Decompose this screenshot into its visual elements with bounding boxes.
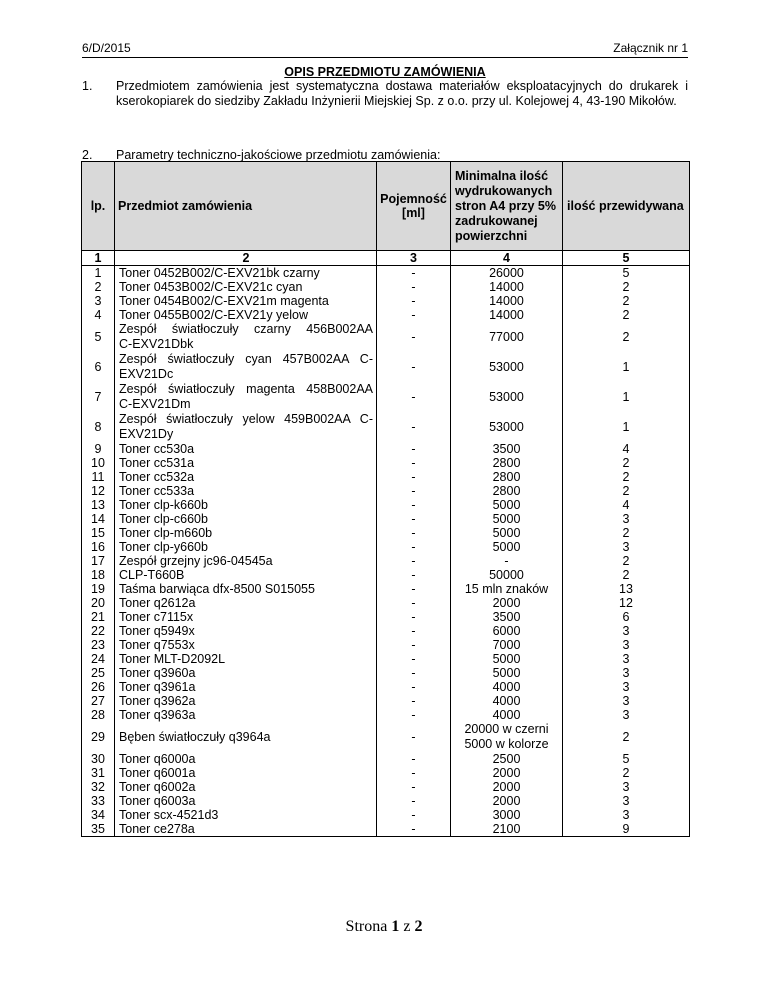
point-1-number: 1. — [82, 79, 93, 93]
row-pages: 2000 — [451, 794, 563, 808]
row-lp: 9 — [82, 442, 115, 456]
row-quantity: 3 — [563, 708, 690, 722]
row-capacity: - — [377, 322, 451, 352]
row-pages-line-2: 5000 w kolorze — [464, 737, 549, 751]
row-capacity: - — [377, 456, 451, 470]
row-pages: 5000 — [451, 540, 563, 554]
row-capacity: - — [377, 442, 451, 456]
row-pages: 53000 — [451, 352, 563, 382]
row-quantity: 3 — [563, 512, 690, 526]
table-row — [82, 694, 690, 708]
row-lp: 28 — [82, 708, 115, 722]
row-item-line-1: Zespół światłoczuły cyan 457B002AA C- — [119, 352, 373, 366]
row-quantity: 2 — [563, 766, 690, 780]
row-quantity: 5 — [563, 266, 690, 281]
row-capacity: - — [377, 666, 451, 680]
table-row — [82, 652, 690, 666]
row-quantity: 3 — [563, 638, 690, 652]
row-lp: 21 — [82, 610, 115, 624]
row-lp: 13 — [82, 498, 115, 512]
row-item: Toner q3960a — [115, 666, 377, 680]
row-lp: 30 — [82, 752, 115, 766]
row-quantity: 12 — [563, 596, 690, 610]
table-row — [82, 708, 690, 722]
row-capacity: - — [377, 596, 451, 610]
table-row — [82, 766, 690, 780]
row-item: CLP-T660B — [115, 568, 377, 582]
row-pages: 2000 — [451, 766, 563, 780]
footer-page-total: 2 — [414, 918, 423, 935]
table-row — [82, 554, 690, 568]
row-lp: 15 — [82, 526, 115, 540]
row-quantity: 4 — [563, 498, 690, 512]
row-pages: 14000 — [451, 308, 563, 322]
row-quantity: 3 — [563, 540, 690, 554]
row-quantity: 2 — [563, 294, 690, 308]
row-quantity: 2 — [563, 554, 690, 568]
page-footer — [0, 918, 768, 936]
row-pages: 2800 — [451, 484, 563, 498]
column-numbering-row — [82, 251, 690, 266]
column-number: 5 — [563, 251, 690, 266]
row-pages: - — [451, 554, 563, 568]
row-capacity: - — [377, 822, 451, 837]
row-item: Toner q5949x — [115, 624, 377, 638]
row-quantity: 2 — [563, 308, 690, 322]
row-lp: 35 — [82, 822, 115, 837]
header-pages: Minimalna ilość wydrukowanych stron A4 przy 5% zadrukowanej powierzchni — [451, 162, 563, 251]
row-item: Taśma barwiąca dfx-8500 S015055 — [115, 582, 377, 596]
table-row — [82, 596, 690, 610]
row-quantity: 3 — [563, 780, 690, 794]
column-number: 3 — [377, 251, 451, 266]
table-row — [82, 484, 690, 498]
row-pages: 4000 — [451, 708, 563, 722]
row-pages — [451, 722, 563, 752]
table-row — [82, 322, 690, 352]
row-item: Toner scx-4521d3 — [115, 808, 377, 822]
table-header-row — [82, 162, 690, 251]
table-row — [82, 294, 690, 308]
table-row — [82, 794, 690, 808]
row-quantity: 1 — [563, 382, 690, 412]
row-capacity: - — [377, 294, 451, 308]
row-capacity: - — [377, 540, 451, 554]
table-row — [82, 280, 690, 294]
row-lp: 24 — [82, 652, 115, 666]
table-row — [82, 456, 690, 470]
row-item: Bęben światłoczuły q3964a — [115, 722, 377, 752]
row-capacity: - — [377, 352, 451, 382]
row-quantity: 2 — [563, 526, 690, 540]
row-capacity: - — [377, 470, 451, 484]
row-pages: 2500 — [451, 752, 563, 766]
row-quantity: 1 — [563, 352, 690, 382]
row-pages: 4000 — [451, 694, 563, 708]
table-row — [82, 780, 690, 794]
row-capacity: - — [377, 624, 451, 638]
row-quantity: 3 — [563, 624, 690, 638]
header-item: Przedmiot zamówienia — [115, 162, 377, 251]
row-capacity: - — [377, 694, 451, 708]
row-quantity: 1 — [563, 412, 690, 442]
table-row — [82, 610, 690, 624]
row-item: Toner q6002a — [115, 780, 377, 794]
table-row — [82, 666, 690, 680]
row-lp: 10 — [82, 456, 115, 470]
row-lp: 4 — [82, 308, 115, 322]
table-row — [82, 442, 690, 456]
row-item: Toner cc531a — [115, 456, 377, 470]
row-capacity: - — [377, 794, 451, 808]
column-number: 1 — [82, 251, 115, 266]
row-lp: 34 — [82, 808, 115, 822]
row-capacity: - — [377, 308, 451, 322]
row-capacity: - — [377, 526, 451, 540]
row-quantity: 3 — [563, 680, 690, 694]
row-capacity: - — [377, 638, 451, 652]
row-capacity: - — [377, 582, 451, 596]
row-item-line-2: EXV21Dc — [119, 367, 174, 381]
row-capacity: - — [377, 498, 451, 512]
row-item: Toner 0453B002/C-EXV21c cyan — [115, 280, 377, 294]
row-capacity: - — [377, 512, 451, 526]
row-capacity: - — [377, 554, 451, 568]
row-quantity: 13 — [563, 582, 690, 596]
row-pages: 2800 — [451, 456, 563, 470]
row-item: Toner q3961a — [115, 680, 377, 694]
row-lp: 7 — [82, 382, 115, 412]
table-row — [82, 470, 690, 484]
header-capacity: Pojemność [ml] — [377, 162, 451, 251]
row-pages: 77000 — [451, 322, 563, 352]
row-lp: 17 — [82, 554, 115, 568]
row-pages: 15 mln znaków — [451, 582, 563, 596]
row-lp: 5 — [82, 322, 115, 352]
table-row — [82, 352, 690, 382]
row-pages: 5000 — [451, 652, 563, 666]
row-lp: 25 — [82, 666, 115, 680]
table-row — [82, 722, 690, 752]
row-pages: 2100 — [451, 822, 563, 837]
row-item-line-2: C-EXV21Dm — [119, 397, 191, 411]
row-item: Toner clp-c660b — [115, 512, 377, 526]
row-lp: 11 — [82, 470, 115, 484]
row-capacity: - — [377, 266, 451, 281]
row-lp: 23 — [82, 638, 115, 652]
table-row — [82, 382, 690, 412]
header-attachment: Załącznik nr 1 — [613, 41, 688, 55]
point-2-text: Parametry techniczno-jakościowe przedmiotu zamówienia: — [116, 148, 441, 162]
row-pages: 14000 — [451, 280, 563, 294]
row-capacity: - — [377, 752, 451, 766]
row-capacity: - — [377, 780, 451, 794]
row-item: Toner cc532a — [115, 470, 377, 484]
row-quantity: 3 — [563, 808, 690, 822]
row-pages: 50000 — [451, 568, 563, 582]
row-capacity: - — [377, 610, 451, 624]
row-pages: 2800 — [451, 470, 563, 484]
row-pages: 5000 — [451, 512, 563, 526]
row-item — [115, 322, 377, 352]
row-item: Toner q2612a — [115, 596, 377, 610]
table-row — [82, 568, 690, 582]
row-item: Toner 0454B002/C-EXV21m magenta — [115, 294, 377, 308]
row-item: Toner q6000a — [115, 752, 377, 766]
row-pages: 53000 — [451, 412, 563, 442]
row-lp: 27 — [82, 694, 115, 708]
row-quantity: 3 — [563, 694, 690, 708]
row-item: Toner clp-m660b — [115, 526, 377, 540]
row-item: Toner q3962a — [115, 694, 377, 708]
footer-mid: z — [399, 918, 415, 935]
row-item: Toner cc530a — [115, 442, 377, 456]
row-lp: 22 — [82, 624, 115, 638]
table-row — [82, 308, 690, 322]
row-item-line-1: Zespół światłoczuły magenta 458B002AA — [119, 382, 373, 396]
row-quantity: 2 — [563, 722, 690, 752]
row-pages-line-1: 20000 w czerni — [464, 722, 549, 736]
row-item: Toner 0455B002/C-EXV21y yelow — [115, 308, 377, 322]
header-quantity: ilość przewidywana — [563, 162, 690, 251]
table-row — [82, 498, 690, 512]
header-reference: 6/D/2015 — [82, 41, 131, 55]
row-pages: 6000 — [451, 624, 563, 638]
row-lp: 2 — [82, 280, 115, 294]
row-pages: 3500 — [451, 610, 563, 624]
row-quantity: 4 — [563, 442, 690, 456]
row-lp: 29 — [82, 722, 115, 752]
row-item-line-2: C-EXV21Dbk — [119, 337, 194, 351]
row-item: Toner clp-k660b — [115, 498, 377, 512]
row-item: Toner q7553x — [115, 638, 377, 652]
row-lp: 20 — [82, 596, 115, 610]
row-pages: 3500 — [451, 442, 563, 456]
row-lp: 14 — [82, 512, 115, 526]
row-item: Toner q6003a — [115, 794, 377, 808]
table-row — [82, 808, 690, 822]
row-capacity: - — [377, 484, 451, 498]
row-lp: 32 — [82, 780, 115, 794]
table-row — [82, 752, 690, 766]
row-quantity: 2 — [563, 280, 690, 294]
row-pages: 53000 — [451, 382, 563, 412]
row-item-line-1: Zespół światłoczuły czarny 456B002AA — [119, 322, 373, 336]
table-row — [82, 412, 690, 442]
row-capacity: - — [377, 722, 451, 752]
footer-prefix: Strona — [345, 918, 392, 935]
document-title: OPIS PRZEDMIOTU ZAMÓWIENIA — [284, 65, 486, 79]
header-lp: lp. — [82, 162, 115, 251]
table-row — [82, 822, 690, 837]
row-lp: 1 — [82, 266, 115, 281]
row-lp: 26 — [82, 680, 115, 694]
column-number: 2 — [115, 251, 377, 266]
row-item: Toner 0452B002/C-EXV21bk czarny — [115, 266, 377, 281]
row-item: Toner MLT-D2092L — [115, 652, 377, 666]
row-pages: 5000 — [451, 498, 563, 512]
table-row — [82, 266, 690, 281]
row-lp: 8 — [82, 412, 115, 442]
table-row — [82, 638, 690, 652]
row-quantity: 2 — [563, 470, 690, 484]
row-quantity: 3 — [563, 652, 690, 666]
row-quantity: 9 — [563, 822, 690, 837]
table-row — [82, 680, 690, 694]
row-quantity: 3 — [563, 794, 690, 808]
table-row — [82, 512, 690, 526]
table-row — [82, 526, 690, 540]
row-pages: 14000 — [451, 294, 563, 308]
row-quantity: 5 — [563, 752, 690, 766]
row-lp: 6 — [82, 352, 115, 382]
header-divider — [82, 57, 688, 58]
row-quantity: 2 — [563, 456, 690, 470]
row-pages: 4000 — [451, 680, 563, 694]
row-lp: 3 — [82, 294, 115, 308]
row-capacity: - — [377, 680, 451, 694]
row-item: Toner c7115x — [115, 610, 377, 624]
row-capacity: - — [377, 412, 451, 442]
row-item: Toner clp-y660b — [115, 540, 377, 554]
row-lp: 18 — [82, 568, 115, 582]
row-lp: 19 — [82, 582, 115, 596]
row-capacity: - — [377, 708, 451, 722]
table-body — [82, 251, 690, 837]
row-pages: 5000 — [451, 526, 563, 540]
table-row — [82, 624, 690, 638]
point-1-text: Przedmiotem zamówienia jest systematyczna dostawa materiałów eksploatacyjnych do drukarek i kserokopiarek do siedziby Zakładu Inżynierii Miejskiej Sp. z o.o. przy ul. Kolejowej 4, 43-190 Mikołów. — [116, 79, 688, 108]
row-pages: 26000 — [451, 266, 563, 281]
row-item: Toner cc533a — [115, 484, 377, 498]
row-quantity: 6 — [563, 610, 690, 624]
table-row — [82, 582, 690, 596]
row-item — [115, 382, 377, 412]
row-lp: 12 — [82, 484, 115, 498]
row-pages: 2000 — [451, 596, 563, 610]
row-lp: 16 — [82, 540, 115, 554]
row-quantity: 2 — [563, 484, 690, 498]
column-number: 4 — [451, 251, 563, 266]
row-pages: 5000 — [451, 666, 563, 680]
row-pages: 2000 — [451, 780, 563, 794]
row-capacity: - — [377, 766, 451, 780]
row-quantity: 2 — [563, 322, 690, 352]
table-row — [82, 540, 690, 554]
row-lp: 31 — [82, 766, 115, 780]
order-table — [81, 161, 690, 837]
row-capacity: - — [377, 382, 451, 412]
footer-page-number: 1 — [391, 918, 400, 935]
row-pages: 7000 — [451, 638, 563, 652]
row-pages: 3000 — [451, 808, 563, 822]
row-capacity: - — [377, 280, 451, 294]
row-quantity: 3 — [563, 666, 690, 680]
row-quantity: 2 — [563, 568, 690, 582]
point-2-number: 2. — [82, 148, 93, 162]
row-item: Toner q3963a — [115, 708, 377, 722]
row-item: Toner q6001a — [115, 766, 377, 780]
row-item — [115, 412, 377, 442]
row-item-line-2: EXV21Dy — [119, 427, 174, 441]
row-item-line-1: Zespół światłoczuły yelow 459B002AA C- — [119, 412, 373, 426]
row-lp: 33 — [82, 794, 115, 808]
row-capacity: - — [377, 652, 451, 666]
row-item: Zespół grzejny jc96-04545a — [115, 554, 377, 568]
row-capacity: - — [377, 568, 451, 582]
row-capacity: - — [377, 808, 451, 822]
row-item: Toner ce278a — [115, 822, 377, 837]
row-item — [115, 352, 377, 382]
